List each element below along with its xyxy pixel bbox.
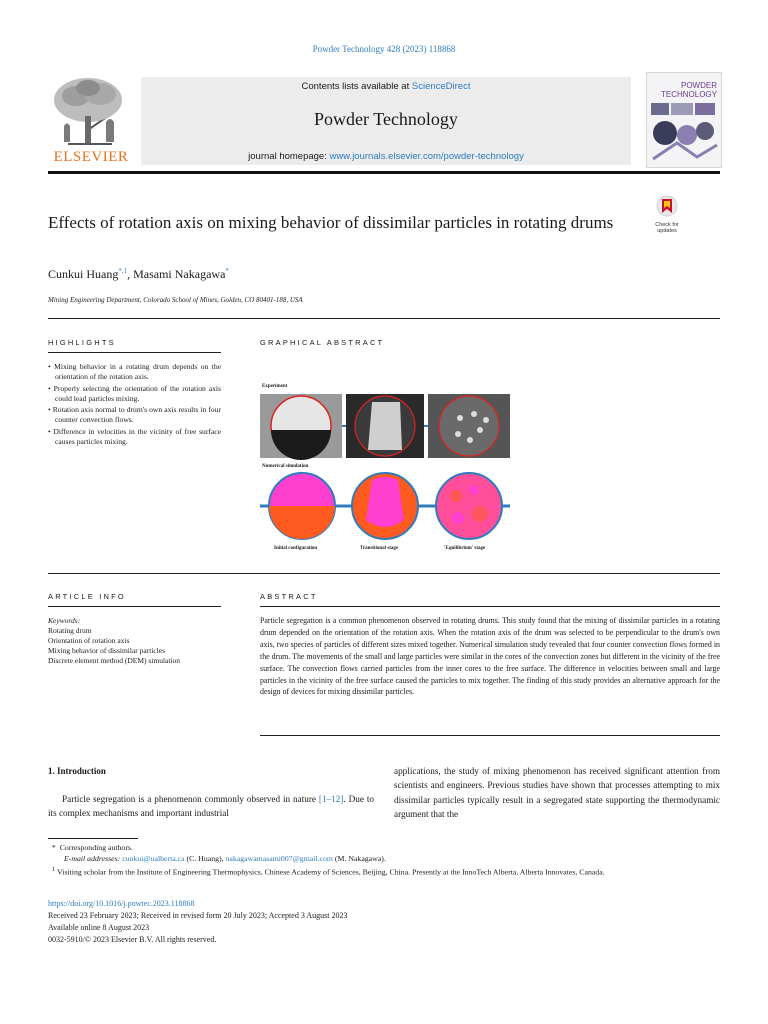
intro-column-left: Particle segregation is a phenomenon commonly observed in nature [1–12]. Due to its complex mechanisms and important industrial	[48, 794, 375, 819]
highlight-item: • Difference in velocities in the vicinity of free surface causes particles mixing.	[48, 426, 221, 447]
sciencedirect-link[interactable]: ScienceDirect	[411, 81, 471, 92]
abstract-bottom-rule	[260, 735, 720, 736]
cover-title: POWDER TECHNOLOGY	[660, 81, 717, 99]
graphical-abstract-figure[interactable]	[260, 378, 510, 558]
keywords-block	[48, 616, 180, 666]
header-rule	[48, 318, 720, 319]
masthead	[48, 72, 720, 169]
keyword-item: Discrete element method (DEM) simulation	[48, 656, 181, 665]
email-footnote: E-mail addresses: cunkui@ualberta.ca (C. Huang), nakagawamasami007@gmail.com (M. Nakagawa).	[64, 854, 386, 863]
simulation-drums-icon	[260, 470, 510, 542]
email-huang-link[interactable]: cunkui@ualberta.ca	[122, 854, 185, 863]
journal-cover[interactable]	[646, 72, 722, 168]
ga-caption-equilibrium: 'Equilibrium' stage	[444, 546, 486, 551]
ga-label-simulation: Numerical simulation	[262, 464, 309, 469]
ga-label-experiment: Experiment	[262, 384, 288, 389]
article-info-rule	[48, 606, 221, 607]
journal-banner	[141, 77, 631, 165]
contents-prefix: Contents lists available at	[301, 81, 412, 92]
online-date: Available online 8 August 2023	[48, 923, 150, 932]
experiment-photos-icon	[260, 392, 510, 462]
keywords-label: Keywords:	[48, 616, 81, 625]
received-dates: Received 23 February 2023; Received in revised form 20 July 2023; Accepted 3 August 2023	[48, 911, 348, 920]
author-huang[interactable]: Cunkui Huang	[48, 267, 119, 281]
article-info-heading: ARTICLE INFO	[48, 592, 126, 601]
footnotes	[48, 842, 720, 878]
author-nakagawa-marks[interactable]: *	[225, 267, 229, 275]
keyword-item: Mixing behavior of dissimilar particles	[48, 646, 166, 655]
cover-artwork-icon	[647, 99, 721, 167]
elsevier-wordmark: ELSEVIER	[53, 149, 129, 165]
highlight-item: • Mixing behavior in a rotating drum depends on the orientation of the rotation axis.	[48, 362, 221, 382]
copyright: 0032-5910/© 2023 Elsevier B.V. All rights reserved.	[48, 935, 217, 944]
email-nakagawa-link[interactable]: nakagawamasami007@gmail.com	[225, 854, 333, 863]
homepage-label: journal homepage:	[248, 151, 330, 162]
highlight-item: • Properly selecting the orientation of the rotation axis could lead particles mixing.	[48, 383, 221, 403]
highlights-rule	[48, 352, 221, 353]
visiting-scholar-footnote: $^1$ Visiting scholar from the Institute of Engineering Thermophysics, Chinese Academy of Sciences, Beijing, China. Presently at the InnoTech Alberta, Alberta Innovates, Canada.	[51, 866, 605, 877]
check-updates-label: Check for updates	[655, 222, 679, 234]
abstract-heading: ABSTRACT	[260, 592, 318, 601]
highlights-list	[48, 362, 221, 448]
ga-caption-initial: Initial configuration	[274, 546, 318, 551]
masthead-rule	[48, 171, 720, 174]
ga-caption-transitional: Transitional stage	[360, 546, 399, 551]
intro-column-right: applications, the study of mixing phenomenon has received significant attention from scientists and engineers. Previous studies have shown that processes attempting to mix dissimilar particles typically result in a segregated state supporting the thermodynamic argument that the	[394, 766, 720, 819]
introduction-heading: 1. Introduction	[48, 766, 106, 776]
footnote-rule	[48, 838, 138, 839]
keyword-item: Rotating drum	[48, 626, 92, 635]
homepage-link[interactable]: www.journals.elsevier.com/powder-technology	[329, 151, 524, 162]
author-huang-marks[interactable]: *,1	[118, 267, 128, 275]
bookmark-icon	[647, 195, 687, 217]
author-nakagawa[interactable]: Masami Nakagawa	[133, 267, 226, 281]
affiliation: Mining Engineering Department, Colorado School of Mines, Golden, CO 80401-188, USA	[48, 296, 303, 304]
doi-link[interactable]: https://doi.org/10.1016/j.powtec.2023.118868	[48, 899, 195, 908]
keyword-item: Orientation of rotation axis	[48, 636, 130, 645]
highlights-heading: HIGHLIGHTS	[48, 338, 116, 347]
section-rule	[48, 573, 720, 574]
abstract-rule	[260, 606, 720, 607]
contents-line	[141, 81, 631, 92]
graphical-abstract-heading: GRAPHICAL ABSTRACT	[260, 338, 385, 347]
journal-title: Powder Technology	[314, 109, 458, 129]
elsevier-logo	[48, 72, 134, 169]
corresponding-footnote: * Corresponding authors.	[51, 843, 133, 852]
citation-link[interactable]: [1–12]	[318, 794, 344, 804]
author-list: Cunkui Huang$^{*,1}$, Masami Nakagawa*	[48, 267, 229, 281]
homepage-line	[141, 151, 631, 162]
check-for-updates-button[interactable]	[647, 195, 687, 234]
abstract-text: Particle segregation is a common phenomenon observed in rotating drums. This study found that the mixing of dissimilar particles in a rotating drum depended on the orientation of the rotation axis. When the rotation axis of the drum was selected to be perpendicular to the drum's own axis, two species of particles of different sizes mixed together. Numerical simulation study revealed that four counter convection flows formed in the drum. The movements of the small and large particles were similar in the cores of the convection zones but different in the vicinity of the free surface. The convection flows carried particles from the inner cores to the free surface. The difference in velocities between small and large particles in the vicinity of the free surface caused the particles to mix together. The finding of this study provides an alternative approach for the design of devices for mixing dissimilar particles.	[260, 616, 720, 697]
journal-reference[interactable]: Powder Technology 428 (2023) 118868	[312, 44, 456, 54]
article-meta	[48, 898, 348, 946]
highlight-item: • Rotation axis normal to drum's own axis results in four counter convection flows.	[48, 405, 222, 425]
article-title: Effects of rotation axis on mixing behavior of dissimilar particles in rotating drums	[48, 213, 614, 232]
